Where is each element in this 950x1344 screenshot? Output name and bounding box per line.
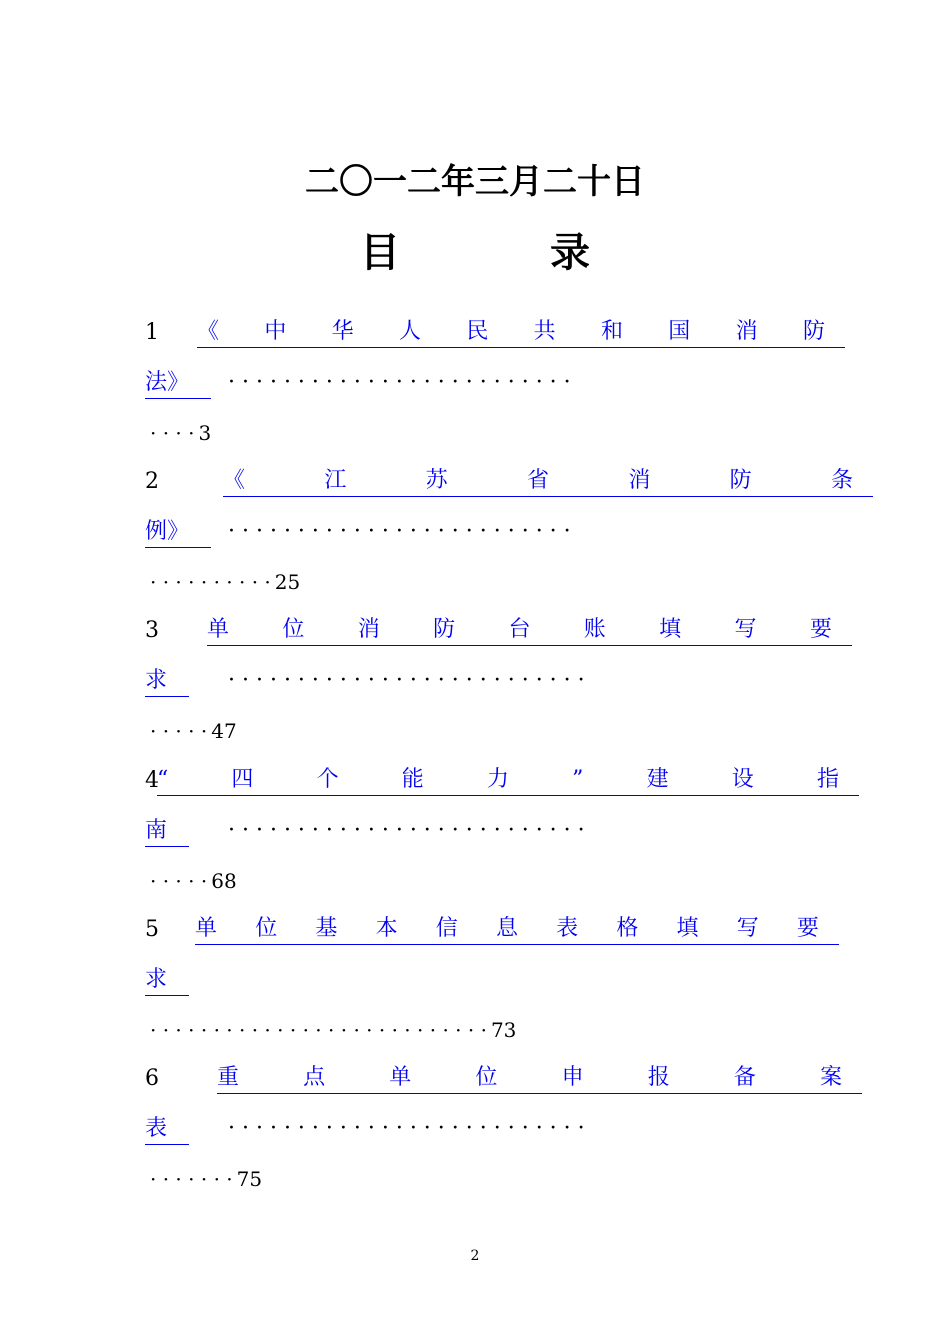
toc-entry-title-char: 和 [600, 319, 623, 344]
toc-entry-continuation [145, 368, 825, 398]
toc-leader-dots: · · · · · · · · · · · · · · · · · · · · · · · · · · [228, 818, 585, 843]
toc-entry [145, 1064, 885, 1094]
toc-entry-title-char: 民 [466, 319, 489, 344]
toc-entry [145, 467, 885, 497]
toc-entry-title-char: 四 [231, 767, 254, 792]
toc-entry-title-tail[interactable]: 求 [145, 965, 189, 996]
toc-entry-continuation [145, 517, 825, 547]
toc-entry-title-char: 力 [486, 767, 509, 792]
toc-entry-title-char: 国 [668, 319, 691, 344]
toc-entry-title-char: 能 [401, 767, 424, 792]
toc-entry-link[interactable] [217, 1064, 862, 1094]
toc-leader-dots: · · · · · · · · · · [150, 570, 271, 594]
toc-entry-title-char: ” [572, 767, 584, 792]
toc-entry-title-char: 表 [556, 916, 579, 941]
toc-entry-title-char: 息 [495, 916, 518, 941]
toc-entry-title-char: 填 [659, 617, 682, 642]
toc-entry-page-line [150, 1164, 262, 1194]
toc-entry-title-char: 省 [526, 468, 549, 493]
document-date: 二〇一二年三月二十日 [305, 162, 645, 202]
toc-entry [145, 318, 885, 348]
toc-entry-title-char: 防 [729, 468, 752, 493]
toc-entry-title-char: 位 [282, 617, 305, 642]
toc-entry-title-char: 位 [475, 1065, 498, 1090]
toc-entry-page-line [150, 418, 211, 448]
toc-entry-title-char: 信 [435, 916, 458, 941]
toc-entry-number: 5 [145, 917, 159, 942]
toc-entry-page-number: 25 [274, 570, 301, 594]
toc-entry-title-char: 防 [802, 319, 825, 344]
toc-entry-page-line [150, 866, 237, 896]
toc-entry-title-char: 中 [264, 319, 287, 344]
toc-entry-title-tail[interactable]: 南 [145, 816, 189, 847]
toc-leader-dots: · · · · · · · [150, 1167, 233, 1191]
toc-entry-title-char: 点 [303, 1065, 326, 1090]
toc-leader-dots: · · · · [150, 421, 195, 445]
toc-entry-title-char: “ [157, 767, 169, 792]
toc-entry [145, 915, 885, 945]
toc-entry-number: 6 [145, 1066, 159, 1091]
toc-entry-title-char: 位 [255, 916, 278, 941]
toc-entry-title-char: 写 [734, 617, 757, 642]
toc-entry-title-char: 共 [533, 319, 556, 344]
toc-entry-page-line [150, 567, 300, 597]
toc-entry-title-char: 建 [646, 767, 669, 792]
toc-entry-link[interactable] [207, 616, 852, 646]
toc-title [0, 228, 950, 278]
toc-entry-number: 3 [145, 618, 159, 643]
toc-title-left: 目 [360, 230, 400, 276]
toc-entry-page-line [150, 1015, 516, 1045]
toc-entry-title-char: 备 [733, 1065, 756, 1090]
toc-entry-title-char: 要 [796, 916, 819, 941]
toc-entry-title-char: 报 [647, 1065, 670, 1090]
toc-leader-dots: · · · · · · · · · · · · · · · · · · · · · · · · · · · [150, 1018, 487, 1042]
toc-entry-page-number: 75 [236, 1167, 263, 1191]
toc-entry-title-tail[interactable]: 法》 [145, 368, 211, 399]
toc-entry-title-tail[interactable]: 表 [145, 1114, 189, 1145]
toc-entry-title-char: 个 [316, 767, 339, 792]
toc-entry-continuation [145, 965, 825, 995]
toc-entry-link[interactable] [195, 915, 839, 945]
toc-entry-title-char: 单 [389, 1065, 412, 1090]
toc-entry-number: 2 [145, 469, 159, 494]
toc-leader-dots: · · · · · [150, 719, 208, 743]
toc-entry-page-number: 68 [211, 869, 237, 893]
toc-entry-title-char: 防 [433, 617, 456, 642]
toc-entry-title-char: 华 [331, 319, 354, 344]
toc-entry-title-char: 要 [809, 617, 832, 642]
toc-leader-dots: · · · · · · · · · · · · · · · · · · · · · · · · · · [228, 1116, 585, 1141]
toc-entry-title-char: 写 [736, 916, 759, 941]
toc-entry-title-char: 单 [207, 617, 230, 642]
toc-entry-link[interactable] [157, 766, 859, 796]
toc-leader-dots: · · · · · · · · · · · · · · · · · · · · · · · · · [228, 519, 571, 544]
toc-entry-title-char: 消 [735, 319, 758, 344]
toc-entry-link[interactable] [197, 318, 845, 348]
toc-entry-title-tail[interactable]: 求 [145, 666, 189, 697]
toc-entry-title-char: 消 [628, 468, 651, 493]
toc-entry-continuation [145, 816, 825, 846]
toc-leader-dots: · · · · · [150, 869, 208, 893]
toc-entry-page-number: 73 [490, 1018, 517, 1042]
toc-entry-title-char: 申 [561, 1065, 584, 1090]
toc-entry-title-char: 江 [324, 468, 347, 493]
toc-entry-title-char: 单 [195, 916, 218, 941]
toc-leader-dots: · · · · · · · · · · · · · · · · · · · · · · · · · [228, 370, 571, 395]
toc-entry-title-char: 基 [315, 916, 338, 941]
toc-leader-dots: · · · · · · · · · · · · · · · · · · · · · · · · · · [228, 668, 585, 693]
toc-entry-title-tail[interactable]: 例》 [145, 517, 211, 548]
toc-entry-title-char: 《 [197, 319, 220, 344]
toc-entry-number: 4 [145, 768, 159, 793]
toc-entry-title-char: 本 [375, 916, 398, 941]
toc-entry-number: 1 [145, 320, 159, 345]
toc-entry [145, 766, 885, 796]
toc-entry-continuation [145, 1114, 825, 1144]
toc-entry-title-char: 格 [616, 916, 639, 941]
toc-title-right: 录 [550, 230, 590, 276]
toc-entry-title-char: 条 [830, 468, 853, 493]
toc-entry-page-line [150, 716, 237, 746]
toc-entry-title-char: 账 [583, 617, 606, 642]
toc-entry-title-char: 《 [223, 468, 246, 493]
toc-entry-title-char: 指 [816, 767, 839, 792]
toc-entry-title-char: 重 [217, 1065, 240, 1090]
toc-entry-title-char: 设 [731, 767, 754, 792]
toc-entry [145, 616, 885, 646]
toc-entry-title-char: 案 [819, 1065, 842, 1090]
toc-entry-title-char: 苏 [425, 468, 448, 493]
toc-entry-link[interactable] [223, 467, 873, 497]
toc-entry-title-char: 人 [398, 319, 421, 344]
toc-entry-continuation [145, 666, 825, 696]
page-number: 2 [470, 1248, 480, 1264]
toc-entry-page-number: 47 [211, 719, 237, 743]
toc-entry-title-char: 台 [508, 617, 531, 642]
toc-entry-title-char: 消 [357, 617, 380, 642]
toc-entry-page-number: 3 [198, 421, 212, 445]
toc-entry-title-char: 填 [676, 916, 699, 941]
